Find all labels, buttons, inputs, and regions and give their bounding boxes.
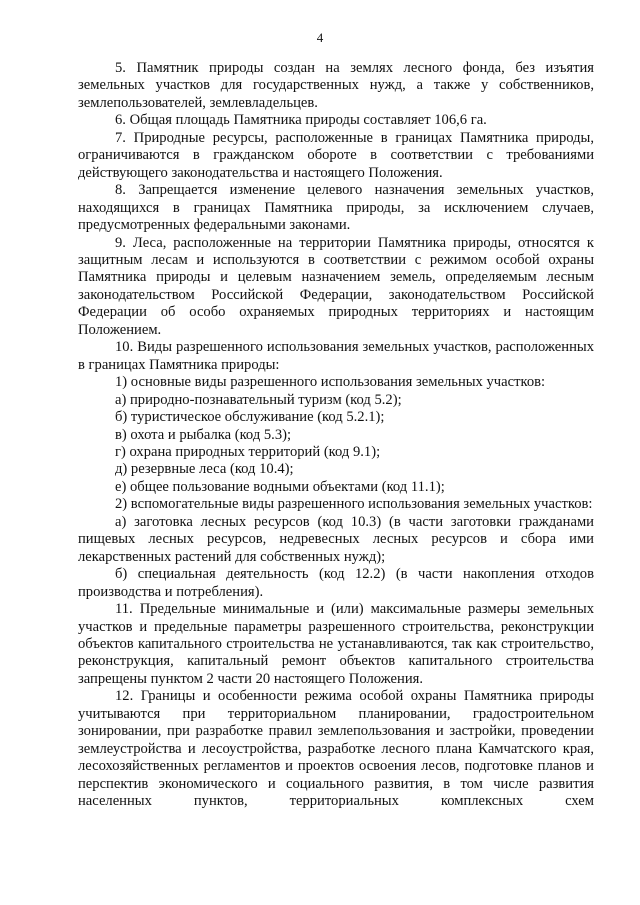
list-item-10-1-c: в) охота и рыбалка (код 5.3); xyxy=(115,426,292,443)
paragraph-7: 7. Природные ресурсы, расположенные в границах Памятника природы, ограничиваются в гражданском обороте в соответствии с требованиями действующего законодательства и настоящего Положения. xyxy=(78,129,594,181)
document-body xyxy=(78,60,594,810)
paragraph-9: 9. Леса, расположенные на территории Памятника природы, относятся к защитным лесам и используются в соответствии с режимом особой охраны Памятника природы и целевым назначением земель, определяемым лесным законодательством Российской Федерации, законодательством Российской Федерации об особо охраняемых природных территориях и настоящим Положением. xyxy=(78,234,594,338)
paragraph-6: 6. Общая площадь Памятника природы составляет 106,6 га. xyxy=(115,112,487,129)
paragraph-12: 12. Границы и особенности режима особой охраны Памятника природы учитываются при территориальном планировании, градостроительном зонировании, при разработке правил землепользования и застройки, проведении землеустройства и лесоустройства, разработке лесного плана Камчатского края, лесохозяйственных регламентов и проектов освоения лесов, подготовке планов и перспектив экономического и социального развития, в том числе развития населенных пунктов, территориальных комплексных схем xyxy=(78,688,594,810)
list-item-10-2-a: а) заготовка лесных ресурсов (код 10.3) (в части заготовки гражданами пищевых лесных ресурсов, недревесных лесных ресурсов и сбора ими лекарственных растений для собственных нужд); xyxy=(78,513,594,565)
paragraph-5: 5. Памятник природы создан на землях лесного фонда, без изъятия земельных участков для государственных нужд, а также у собственников, землепользователей, землевладельцев. xyxy=(78,60,594,111)
list-item-10-1-b: б) туристическое обслуживание (код 5.2.1); xyxy=(115,409,385,426)
list-item-10-1-a: а) природно-познавательный туризм (код 5.2); xyxy=(115,391,402,408)
list-item-10-1-e: д) резервные леса (код 10.4); xyxy=(115,461,294,478)
paragraph-11: 11. Предельные минимальные и (или) максимальные размеры земельных участков и предельные параметры разрешенного строительства, реконструкции объектов капитального строительства не устанавливаются, так как строительство, реконструкция, капитальный ремонт объектов капитального строительства запрещены пунктом 2 части 20 настоящего Положения. xyxy=(78,601,594,687)
list-item-10-2-b: б) специальная деятельность (код 12.2) (в части накопления отходов производства и потребления). xyxy=(78,566,594,600)
list-item-10-1: 1) основные виды разрешенного использования земельных участков: xyxy=(115,374,546,391)
page-number: 4 xyxy=(316,30,324,45)
list-item-10-1-f: е) общее пользование водными объектами (код 11.1); xyxy=(115,478,445,495)
list-item-10-2: 2) вспомогательные виды разрешенного использования земельных участков: xyxy=(115,496,593,513)
list-item-10-1-d: г) охрана природных территорий (код 9.1); xyxy=(115,443,381,460)
paragraph-10: 10. Виды разрешенного использования земельных участков, расположенных в границах Памятника природы: xyxy=(78,339,594,373)
paragraph-8: 8. Запрещается изменение целевого назначения земельных участков, находящихся в границах Памятника природы, за исключением случаев, предусмотренных федеральными законами. xyxy=(78,182,594,234)
